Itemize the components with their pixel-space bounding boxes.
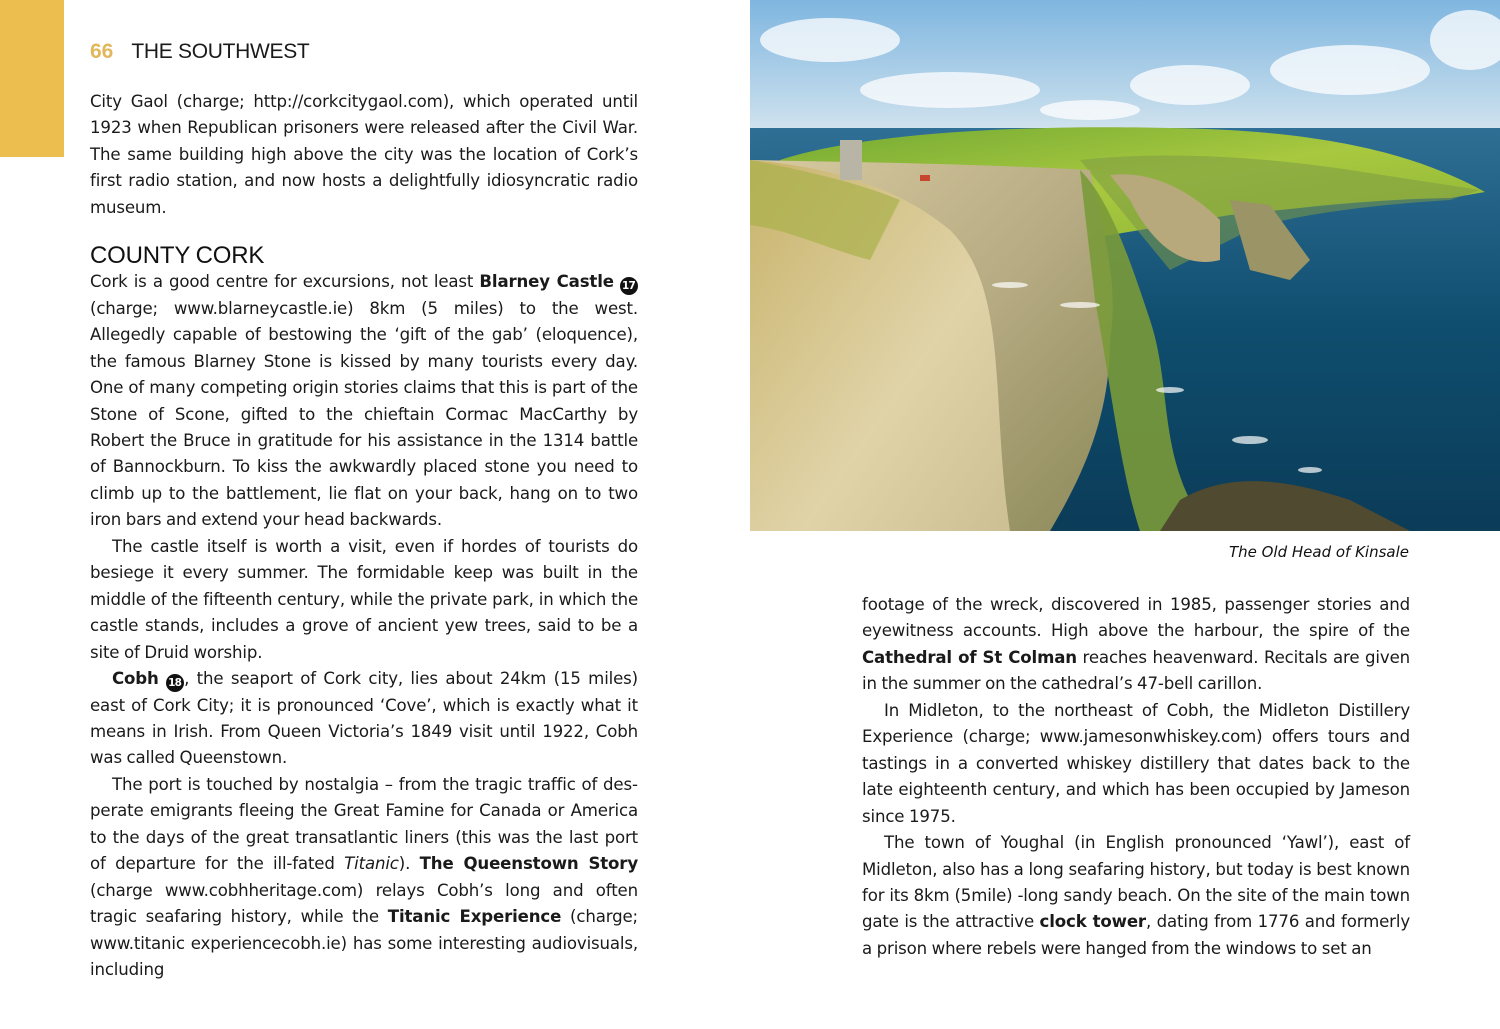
place-name-cathedral-st-colman: Cathedral of St Colman [862,647,1077,667]
chapter-color-tab [0,0,64,157]
text-run: The port is touched by nostalgia – from the tragic traffic of desperate emigrants fleeing the Great Famine for Canada or America to the days of the great transatlantic liners (this was the last port of departure for the ill-fated [90,774,638,874]
text-run: (charge; www.titanic experiencecobh.ie) has some interesting audiovisuals, including [90,907,638,980]
right-column [862,592,1410,962]
text-run: , dating from 1776 and formerly a prison where rebels were hanged from the windows to set an [862,912,1410,958]
place-name-titanic-experience: Titanic Experience [387,907,562,927]
text-run: , the seaport of Cork city, lies about 24km (15 miles) east of Cork City; it is pronounced ‘Cove’, which is exactly what it means in Irish. From Queen Victoria’s 1849 visit until 1922, Cobh was called Queenstown. [90,669,638,768]
text-run: reaches heavenward. Recitals are given in the summer on the cathedral’s 47-bell carillon. [862,647,1410,694]
text-run: ). [398,854,420,874]
place-name-blarney-castle: Blarney Castle [479,272,614,292]
text-run: footage of the wreck, discovered in 1985, passenger stories and eyewitness accounts. High above the harbour, the spire of the [862,595,1410,641]
castle-ruin [840,140,862,180]
map-marker-17-icon: 17 [620,277,638,295]
paragraph-blarney [90,269,638,534]
red-building [920,175,930,181]
section-heading: COUNTY CORK [90,242,265,270]
paragraph-cobh [90,666,638,772]
place-name-cobh: Cobh [112,669,159,689]
section-title: THE SOUTHWEST [131,40,310,63]
ship-name-titanic: Titanic [344,854,399,874]
place-name-queenstown-story: The Queenstown Story [419,854,638,874]
page-number: 66 [90,40,114,63]
cliff-landscape-image [750,0,1500,531]
map-marker-18-icon: 18 [166,674,184,692]
place-name-clock-tower: clock tower [1039,912,1146,932]
photo-old-head-of-kinsale [750,0,1500,531]
paragraph-castle: The castle itself is worth a visit, even if hordes of tourists do besiege it every summer. The formidable keep was built in the middle of the fifteenth century, while the private park, in which the castle stands, includes a grove of ancient yew trees, said to be a site of Druid worship. [90,536,638,662]
text-run: (charge www.cobhheritage.com) relays Cobh’s long and often tragic seafaring history, while the [90,880,638,927]
text-run: (charge; www.blarneycastle.ie) 8km (5 miles) to the west. Allegedly capable of bestowing the ‘gift of the gab’ (eloquence), the famous Blarney Stone is kissed by many tourists every day. One of many competing origin stories claims that this is part of the Stone of Scone, gifted to the chieftain Cormac MacCarthy by Robert the Bruce in gratitude for his assistance in the 1314 battle of Bannockburn. To kiss the awkwardly placed stone you need to climb up to the battlement, lie flat on your back, hang on to two iron bars and extend your head backwards. [90,298,638,530]
text-run: The town of Youghal (in English pronounced ‘Yawl’), east of Midleton, also has a long seafaring history, but today is best known for its 8km (5mile) -long sandy beach. On the site of the main town gate is the attractive [862,833,1410,932]
intro-paragraph: City Gaol (charge; http://corkcitygaol.com), which operated until 1923 when Republican prisoners were released after the Civil War. The same building high above the city was the location of Cork’s first radio station, and now hosts a delightfully idiosyncratic radio museum. [90,92,638,217]
paragraph-midleton: In Midleton, to the northeast of Cobh, the Midleton Distillery Experience (charge; www.jamesonwhiskey.com) offers tours and tastings in a converted whiskey distillery that dates back to the late eighteenth century, and which has been occupied by Jameson since 1975. [862,700,1410,826]
paragraph-cathedral [862,592,1410,698]
paragraph-youghal [862,830,1410,962]
photo-caption: The Old Head of Kinsale [1228,543,1409,561]
left-column [90,89,638,984]
paragraph-port [90,772,638,984]
running-head [90,38,309,66]
text-run: Cork is a good centre for excursions, not least [90,272,480,292]
